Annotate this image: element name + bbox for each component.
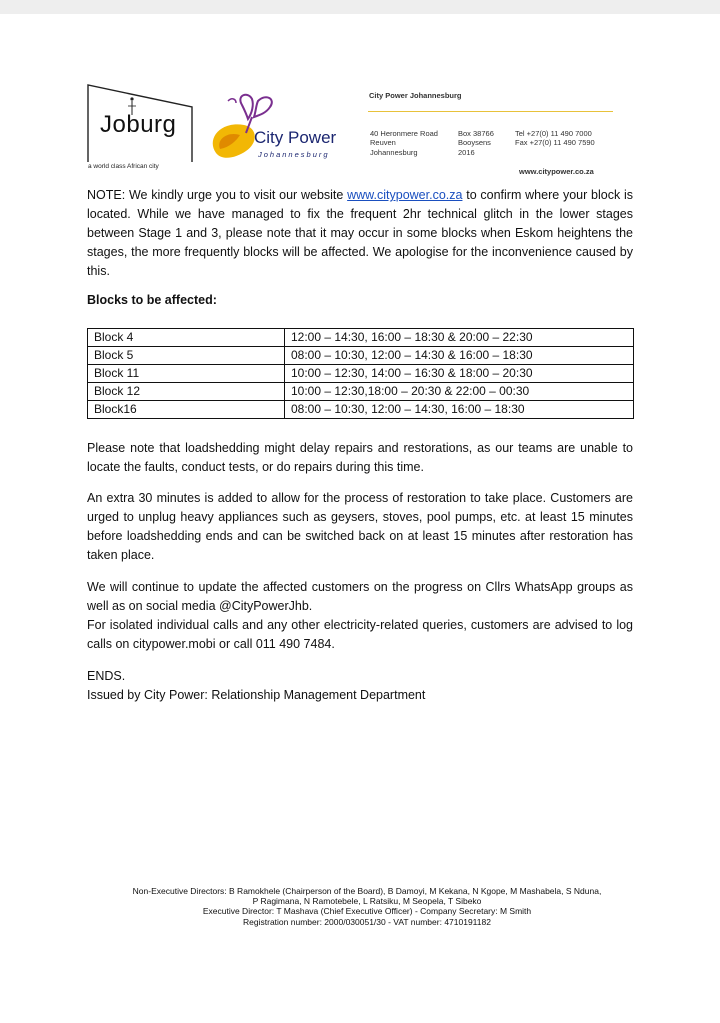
- repairs-paragraph: Please note that loadshedding might delay repairs and restorations, as our teams are unable to locate the faults, conduct tests, or do repairs during this time.: [87, 441, 633, 474]
- table-row: [88, 383, 634, 401]
- contact-numbers: [515, 129, 595, 148]
- block-cell: Block16: [88, 401, 285, 419]
- postal-line: Box 38766: [458, 129, 494, 138]
- blocks-table: [87, 328, 634, 419]
- joburg-logo: [87, 75, 193, 163]
- company-title: City Power Johannesburg: [369, 91, 462, 100]
- queries-paragraph: For isolated individual calls and any other electricity-related queries, customers are advised to log calls on citypower.mobi or call 011 490 7484.: [87, 618, 633, 651]
- updates-paragraph: We will continue to update the affected customers on the progress on Cllrs WhatsApp groups as well as on social media @CityPowerJhb.: [87, 580, 633, 613]
- top-margin-bar: [0, 0, 720, 14]
- times-cell: 10:00 – 12:30, 14:00 – 16:30 & 18:00 – 20:30: [285, 365, 634, 383]
- footer-line: Registration number: 2000/030051/30 - VAT number: 4710191182: [243, 916, 491, 927]
- citypower-logo: [206, 91, 356, 169]
- footer-line: Non-Executive Directors: B Ramokhele (Chairperson of the Board), B Damoyi, M Kekana, N Kgope, M Mashabela, S Nduna,: [132, 886, 602, 896]
- footer-line: Executive Director: T Mashava (Chief Executive Officer) - Company Secretary: M Smith: [202, 906, 532, 917]
- footer-directors: [87, 886, 647, 927]
- times-cell: 08:00 – 10:30, 12:00 – 14:30 & 16:00 – 18:30: [285, 347, 634, 365]
- phone-number: Tel +27(0) 11 490 7000: [515, 129, 592, 138]
- note-text: NOTE: We kindly urge you to visit our website: [87, 188, 348, 202]
- footer-line: P Ragimana, N Ramotebele, L Ratsiku, M Seopela, T Sibeko: [252, 896, 482, 907]
- note-section: [87, 186, 633, 281]
- times-cell: 10:00 – 12:30,18:00 – 20:30 & 22:00 – 00:30: [285, 383, 634, 401]
- note-paragraph: [87, 186, 633, 281]
- restoration-paragraph: An extra 30 minutes is added to allow for the process of restoration to take place. Customers are urged to unplug heavy appliances such as geysers, stoves, pool pumps, etc. at least 15 minutes before loadshedding ends and can be switched back on at least 15 minutes after restoration has taken place.: [87, 491, 633, 562]
- citypower-wordmark: City Power: [254, 128, 337, 147]
- times-cell: 12:00 – 14:30, 16:00 – 18:30 & 20:00 – 22:30: [285, 329, 634, 347]
- street-address: [370, 129, 438, 157]
- address-line: Reuven: [370, 138, 396, 148]
- postal-address: [458, 129, 494, 157]
- joburg-wordmark: Joburg: [100, 111, 177, 138]
- table-row: [88, 329, 634, 347]
- block-cell: Block 11: [88, 365, 285, 383]
- times-cell: 08:00 – 10:30, 12:00 – 14:30, 16:00 – 18:30: [285, 401, 634, 419]
- header-website: www.citypower.co.za: [519, 167, 594, 176]
- block-cell: Block 5: [88, 347, 285, 365]
- postal-line: 2016: [458, 147, 475, 157]
- issued-by-line: Issued by City Power: Relationship Management Department: [87, 688, 426, 702]
- table-row: [88, 347, 634, 365]
- address-line: 40 Heronmere Road: [370, 129, 438, 138]
- citypower-subtitle: Johannesburg: [258, 150, 330, 159]
- joburg-tagline: a world class African city: [88, 163, 159, 170]
- postal-line: Booysens: [458, 138, 491, 148]
- block-cell: Block 4: [88, 329, 285, 347]
- table-row: [88, 401, 634, 419]
- address-line: Johannesburg: [370, 147, 418, 157]
- table-row: [88, 365, 634, 383]
- fax-number: Fax +27(0) 11 490 7590: [515, 138, 595, 148]
- block-cell: Block 12: [88, 383, 285, 401]
- ends-line: ENDS.: [87, 669, 126, 683]
- note-text: to confirm where your block is located. While we have managed to fix the frequent 2hr technical glitch in the lower stages between Stage 1 and 3, please note that it may occur in some blocks when Eskom heightens the stages, the more frequently blocks will be affected. We apologise for the inconvenience caused by this.: [87, 188, 634, 278]
- website-link[interactable]: www.citypower.co.za: [347, 188, 463, 202]
- blocks-heading: Blocks to be affected:: [87, 293, 217, 307]
- header-divider: [368, 111, 613, 112]
